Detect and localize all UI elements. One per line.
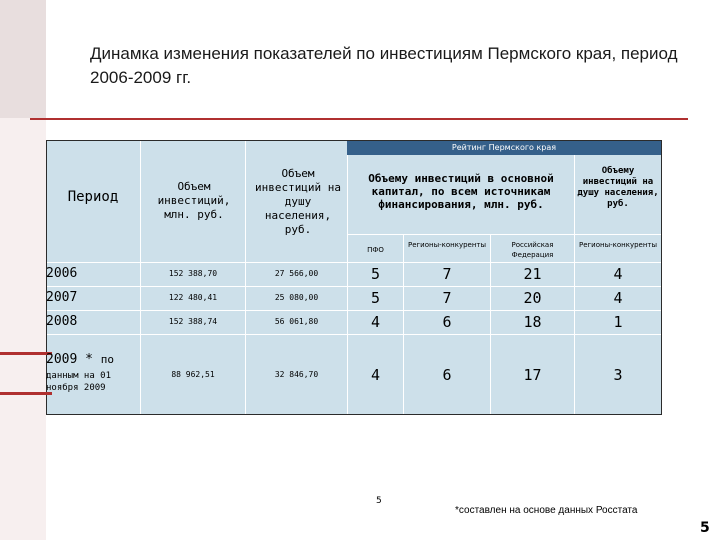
sub-russia: Российская Федерация [511, 241, 554, 259]
cell-invest: 122 480,41 [168, 293, 218, 302]
cell-rank-pfo: 4 [370, 313, 381, 331]
header-invest-per-capita: Объем инвестиций на душу населения, руб. [254, 167, 342, 236]
row-period-year: 2009 * [46, 352, 101, 367]
cell-rank-per-capita: 4 [613, 265, 623, 283]
row-period-note-short: по [100, 353, 115, 366]
cell-rank-rf: 21 [523, 265, 542, 283]
row-period: 2007 [46, 290, 78, 305]
header-invest: Объем инвестиций, млн. руб. [157, 180, 231, 221]
header-capital: Объему инвестиций в основной капитал, по всем источникам финансирования, млн. руб. [368, 172, 554, 211]
left-accent-line [0, 392, 52, 395]
page-number: 5 [700, 520, 710, 536]
cell-rank-rf: 18 [523, 313, 542, 331]
row-period-note: данным на 01 ноября 2009 [46, 371, 112, 393]
cell-rank-regions: 7 [442, 289, 452, 307]
cell-rank-per-capita: 4 [613, 289, 623, 307]
row-period: 2008 [46, 314, 78, 329]
cell-invest: 152 388,74 [168, 317, 218, 326]
cell-rank-regions: 6 [442, 366, 452, 384]
cell-rank-regions: 6 [442, 313, 452, 331]
sub-pfo: ПФО [367, 246, 384, 254]
row-period [46, 352, 114, 367]
cell-rank-pfo: 4 [370, 366, 381, 384]
cell-rank-regions: 7 [442, 265, 452, 283]
row-period: 2006 [46, 266, 78, 281]
cell-invest: 152 388,70 [168, 269, 218, 278]
cell-rank-pfo: 5 [370, 265, 381, 283]
cell-rank-pfo: 5 [370, 289, 381, 307]
header-period: Период [67, 189, 119, 205]
cell-invest: 88 962,51 [171, 370, 215, 379]
slide-number-center: 5 [376, 496, 382, 506]
cell-per-capita: 56 061,80 [274, 317, 319, 326]
footnote: *составлен на основе данных Росстата [455, 505, 638, 516]
title-rule [30, 118, 688, 120]
cell-per-capita: 25 080,00 [274, 293, 319, 302]
slide-title: Динамка изменения показателей по инвестициям Пермского края, период 2006-2009 гг. [90, 44, 678, 87]
cell-per-capita: 32 846,70 [274, 370, 319, 379]
cell-rank-rf: 17 [523, 366, 542, 384]
cell-per-capita: 27 566,00 [274, 269, 319, 278]
cell-rank-rf: 20 [523, 289, 542, 307]
rating-header: Рейтинг Пермского края [347, 141, 661, 155]
side-decoration-top [0, 0, 46, 118]
cell-rank-per-capita: 3 [613, 366, 623, 384]
sub-regions-2: Регионы-конкуренты [578, 241, 658, 249]
header-per-capita-rank: Объему инвестиций на душу населения, руб. [577, 166, 659, 209]
left-accent-line [0, 352, 52, 355]
cell-rank-per-capita: 1 [613, 313, 623, 331]
sub-regions-1: Регионы-конкуренты [407, 241, 487, 249]
